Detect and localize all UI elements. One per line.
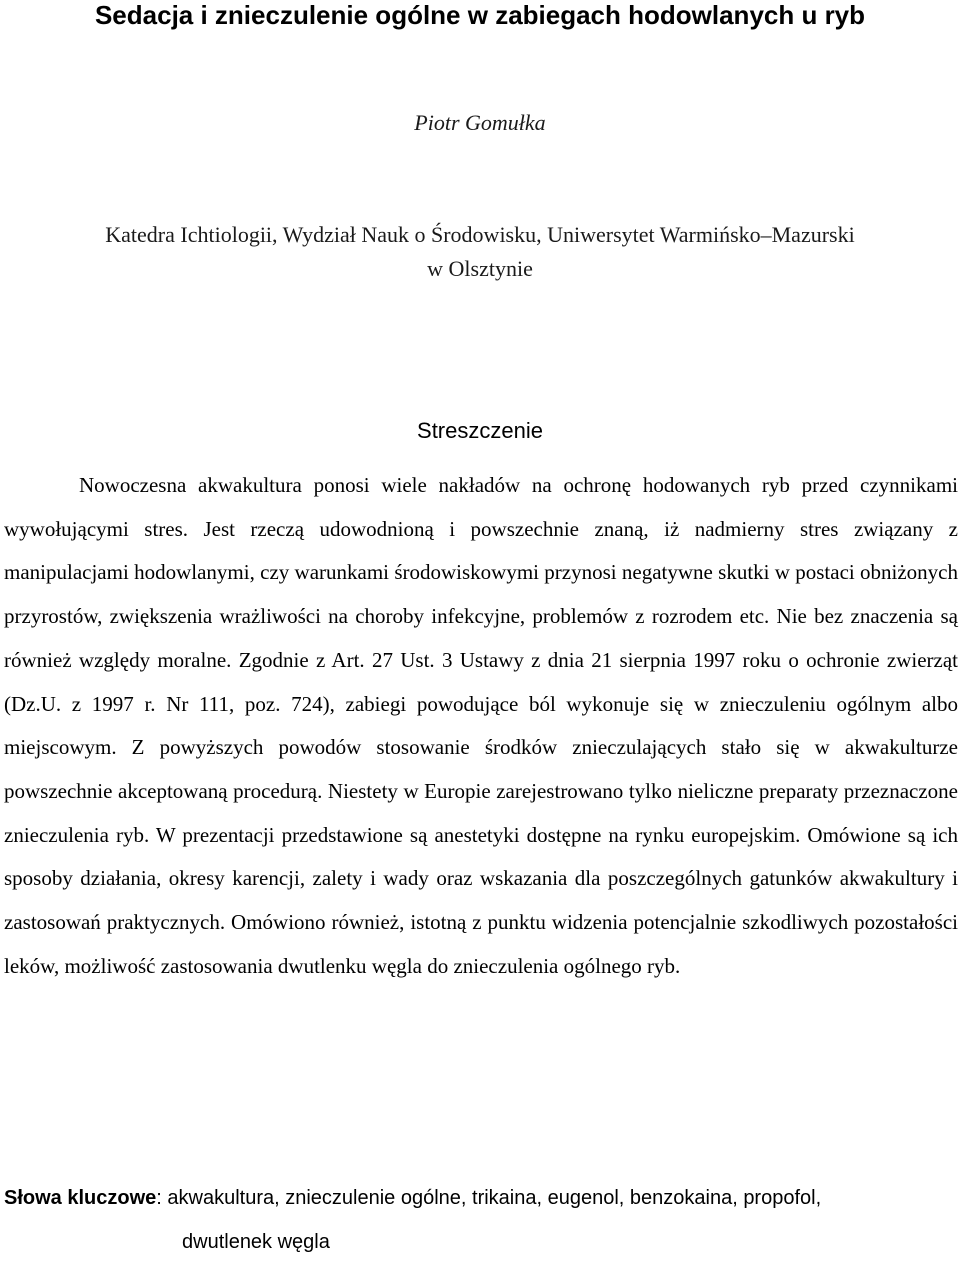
keywords-list-line-2: dwutlenek węgla — [182, 1231, 330, 1253]
affiliation-line-1: Katedra Ichtiologii, Wydział Nauk o Środowisku, Uniwersytet Warmińsko–Mazurski — [105, 222, 855, 247]
keywords-separator: : — [156, 1187, 162, 1209]
affiliation-line-2: w Olsztynie — [427, 256, 533, 281]
keywords-block — [4, 1176, 958, 1264]
keywords-list-line-1: akwakultura, znieczulenie ogólne, trikaina, eugenol, benzokaina, propofol, — [161, 1187, 822, 1209]
author-name: Piotr Gomułka — [414, 110, 546, 135]
abstract-body: Nowoczesna akwakultura ponosi wiele nakładów na ochronę hodowanych ryb przed czynnikami wywołującymi stres. Jest rzeczą udowodnioną i powszechnie znaną, iż nadmierny stres związany z manipulacjami hodowlanymi, czy warunkami środowiskowymi przynosi negatywne skutki w postaci obniżonych przyrostów, zwiększenia wrażliwości na choroby infekcyjne, problemów z rozrodem etc. Nie bez znaczenia są również względy moralne. Zgodnie z Art. 27 Ust. 3 Ustawy z dnia 21 sierpnia 1997 roku o ochronie zwierząt (Dz.U. z 1997 r. Nr 111, poz. 724), zabiegi powodujące ból wykonuje się w znieczuleniu ogólnym albo miejscowym. Z powyższych powodów stosowanie środków znieczulających stało się w akwakulturze powszechnie akceptowaną procedurą. Niestety w Europie zarejestrowano tylko nieliczne preparaty przeznaczone znieczulenia ryb. W prezentacji przedstawione są anestetyki dostępne na rynku europejskim. Omówione są ich sposoby działania, okresy karencji, zalety i wady oraz wskazania dla poszczególnych gatunków akwakultury i zastosowań praktycznych. Omówiono również, istotną z punktu widzenia potencjalnie szkodliwych pozostałości leków, możliwość zastosowania dwutlenku węgla do znieczulenia ogólnego ryb. — [4, 473, 958, 978]
keywords-label: Słowa kluczowe — [4, 1187, 157, 1209]
paper-title: Sedacja i znieczulenie ogólne w zabiegach hodowlanych u ryb — [94, 0, 866, 30]
author-affiliation — [0, 218, 960, 286]
abstract-heading: Streszczenie — [417, 418, 543, 443]
